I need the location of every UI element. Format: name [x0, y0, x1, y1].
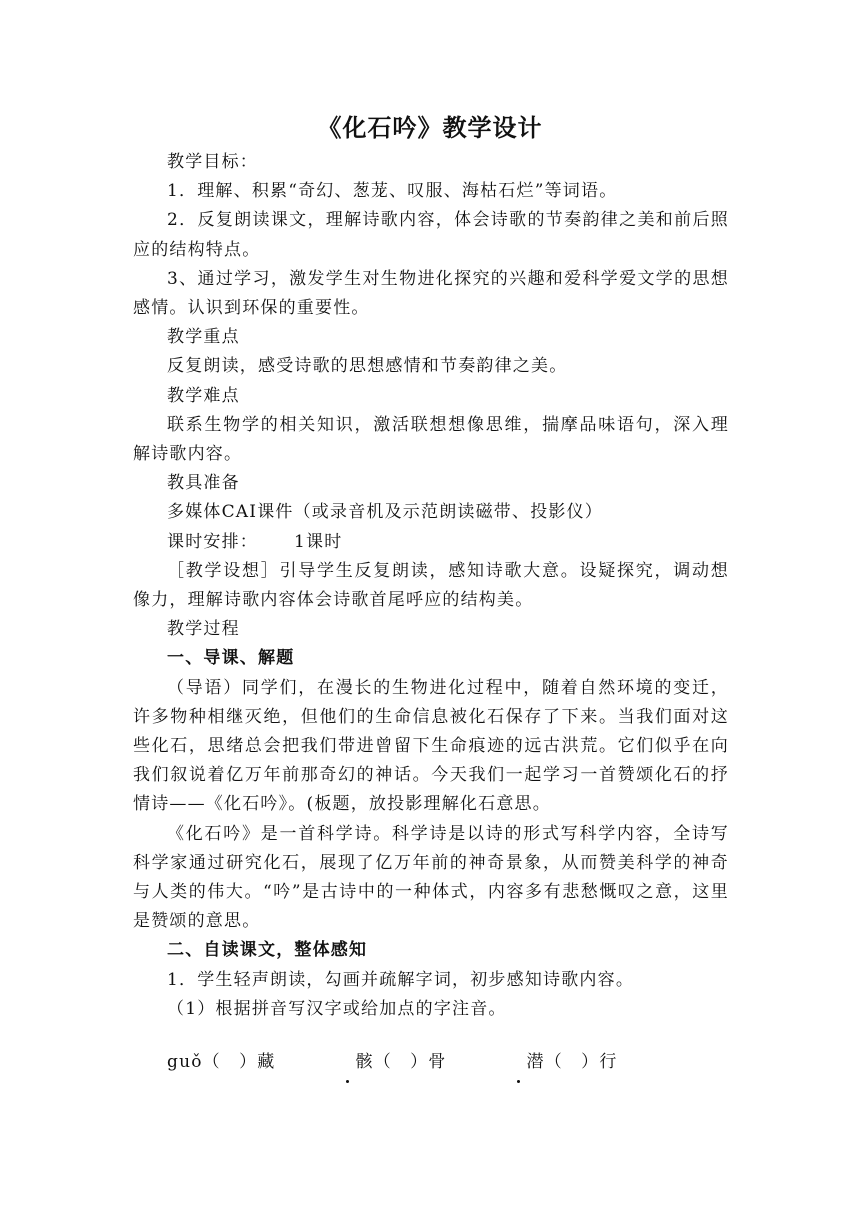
- poem-explanation: 《化石吟》是一首科学诗。科学诗是以诗的形式写科学内容，全诗写科学家通过研究化石，展现了亿万年前的神奇景象，从而赞美科学的神奇与人类的伟大。“吟”是古诗中的一种体式，内容多有悲愁慨叹之意，这里是赞颂的意思。: [133, 823, 729, 932]
- document-title: 《化石吟》教学设计: [317, 114, 543, 142]
- difficulties-text: 联系生物学的相关知识，激活联想想像思维，揣摩品味语句，深入理解诗歌内容。: [133, 414, 729, 465]
- task-1-sub: （1）根据拼音写汉字或给加点的字注音。: [167, 998, 507, 1019]
- tools-heading: 教具准备: [167, 473, 240, 494]
- exercise-2-dotted-char: 骸: [321, 1048, 373, 1077]
- difficulties-heading: 教学难点: [167, 385, 240, 406]
- objective-1: 1．理解、积累“奇幻、葱茏、叹服、海枯石烂”等词语。: [167, 181, 618, 202]
- tools-text: 多媒体CAI课件（或录音机及示范朗读磁带、投影仪）: [167, 502, 603, 523]
- process-heading: 教学过程: [167, 619, 240, 640]
- task-1: 1．学生轻声朗读，勾画并疏解字词，初步感知诗歌内容。: [167, 969, 635, 990]
- spacer: [133, 1024, 729, 1048]
- exercise-3-dotted-char: 潜: [493, 1048, 545, 1077]
- exercise-2-char: 骨: [428, 1052, 447, 1073]
- schedule-label: 课时安排：: [167, 531, 258, 552]
- objectives-heading: 教学目标：: [167, 152, 258, 172]
- section-2-heading: 二、自读课文，整体感知: [167, 940, 368, 961]
- schedule-line: [133, 528, 729, 557]
- exercise-3-char: 行: [599, 1052, 618, 1073]
- exercise-3-blank: （ ）: [544, 1052, 600, 1073]
- exercise-1-pinyin: guǒ: [167, 1052, 203, 1073]
- document-body: [133, 148, 729, 1077]
- schedule-value: 1课时: [294, 531, 343, 552]
- exercise-2-blank: （ ）: [373, 1052, 429, 1073]
- exercise-1-char: 藏: [257, 1052, 276, 1073]
- design-idea: ［教学设想］引导学生反复朗读，感知诗歌大意。设疑探究，调动想像力，理解诗歌内容体会诗歌首尾呼应的结构美。: [133, 560, 729, 611]
- intro-paragraph: （导语）同学们，在漫长的生物进化过程中，随着自然环境的变迁，许多物种相继灭绝，但他们的生命信息被化石保存了下来。当我们面对这些化石，思绪总会把我们带进曾留下生命痕迹的远古洪荒。它们似乎在向我们叙说着亿万年前那奇幻的神话。今天我们一起学习一首赞颂化石的抒情诗——《化石吟》。(板题，放投影理解化石意思。: [133, 677, 729, 815]
- section-1-heading: 一、导课、解题: [167, 648, 295, 669]
- key-points-heading: 教学重点: [167, 327, 240, 348]
- objective-3: 3、通过学习，激发学生对生物进化探究的兴趣和爱科学爱文学的思想感情。认识到环保的重要性。: [133, 268, 729, 319]
- objective-2: 2．反复朗读课文，理解诗歌内容，体会诗歌的节奏韵律之美和前后照应的结构特点。: [133, 210, 729, 260]
- key-points-text: 反复朗读，感受诗歌的思想感情和节奏韵律之美。: [167, 356, 568, 377]
- exercise-1-blank: （ ）: [202, 1052, 258, 1073]
- pinyin-exercise-line: [133, 1048, 729, 1077]
